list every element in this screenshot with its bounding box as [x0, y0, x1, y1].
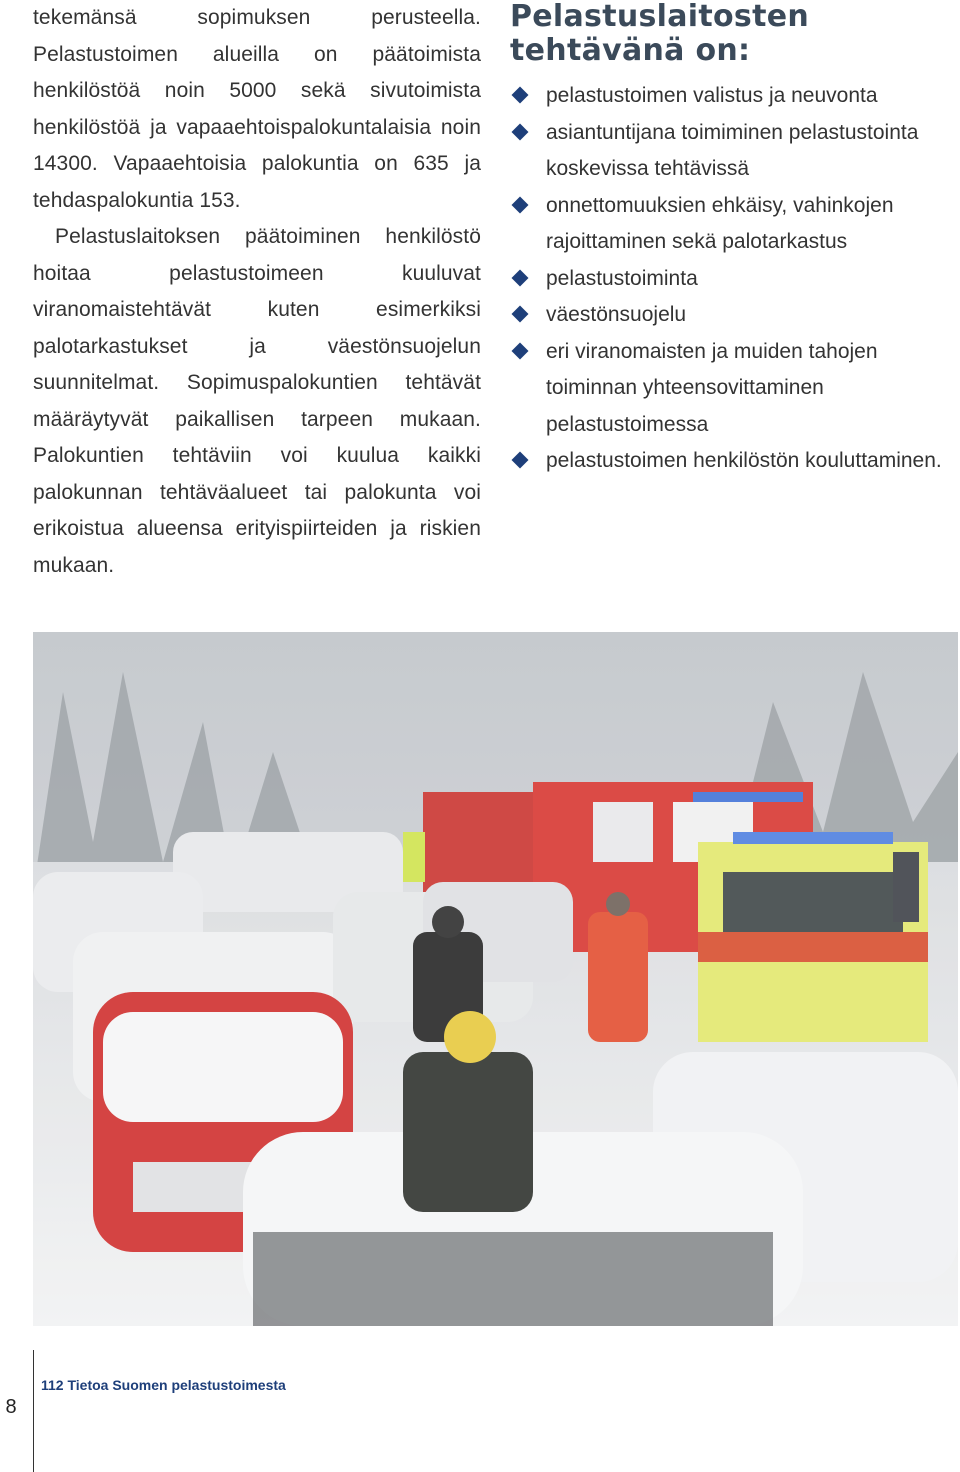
paragraph-2: Pelastuslaitoksen päätoiminen henkilöstö hoitaa pelastustoimeen kuuluvat viranomaistehtävät kuten esimerkiksi palotarkastukset ja väestönsuojelun suunnitelmat. Sopimuspalokuntien tehtävät määräytyvät paikallisen tarpeen mukaan. Palokuntien tehtäviin voi kuulua kaikki palokunnan tehtäväalueet tai palokunta voi erikoistua alueensa erityispiirteiden ja riskien mukaan.: [33, 225, 481, 577]
body-text-column: [33, 0, 481, 584]
page-number: 8: [5, 1396, 17, 1418]
list-item: [510, 297, 950, 334]
tasks-list: [510, 78, 950, 480]
list-item: [510, 188, 950, 261]
list-item-text: onnettomuuksien ehkäisy, vahinkojen rajoittaminen sekä palotarkastus: [546, 193, 894, 253]
diamond-bullet-icon: [512, 123, 529, 140]
list-item-text: eri viranomaisten ja muiden tahojen toiminnan yhteensovittaminen pelastustoimessa: [546, 339, 878, 436]
list-item: [510, 334, 950, 444]
diamond-bullet-icon: [512, 342, 529, 359]
footer-divider: [33, 1350, 34, 1472]
snowy-pileup-illustration: [33, 632, 958, 1326]
tasks-heading-line-2: tehtävänä on:: [510, 33, 751, 68]
list-item: [510, 78, 950, 115]
list-item-text: pelastustoimen valistus ja neuvonta: [546, 84, 878, 107]
diamond-bullet-icon: [512, 87, 529, 104]
list-item-text: asiantuntijana toimiminen pelastustointa koskevissa tehtävissä: [546, 120, 919, 180]
list-item: [510, 443, 950, 480]
diamond-bullet-icon: [512, 452, 529, 469]
list-item-text: pelastustoiminta: [546, 266, 698, 290]
diamond-bullet-icon: [512, 306, 529, 323]
tasks-heading-line-1: Pelastuslaitosten: [510, 0, 810, 34]
diamond-bullet-icon: [512, 196, 529, 213]
publication-title: 112 Tietoa Suomen pelastustoimesta: [41, 1377, 286, 1393]
list-item: [510, 115, 950, 188]
accident-scene-photo: [33, 632, 958, 1326]
list-item: [510, 261, 950, 298]
tasks-heading: [510, 0, 950, 68]
list-item-text: pelastustoimen henkilöstön kouluttaminen.: [546, 449, 942, 472]
list-item-text: väestönsuojelu: [546, 303, 687, 326]
paragraph-1: tekemänsä sopimuksen perusteella. Pelastustoimen alueilla on päätoimista henkilöstöä noin 5000 sekä sivutoimista henkilöstöä ja vapaaehtoispalokuntalaisia noin 14300. Vapaaehtoisia palokuntia on 635 ja tehdaspalokuntia 153.: [33, 6, 481, 212]
diamond-bullet-icon: [512, 269, 529, 286]
tasks-sidebar: [510, 0, 950, 480]
